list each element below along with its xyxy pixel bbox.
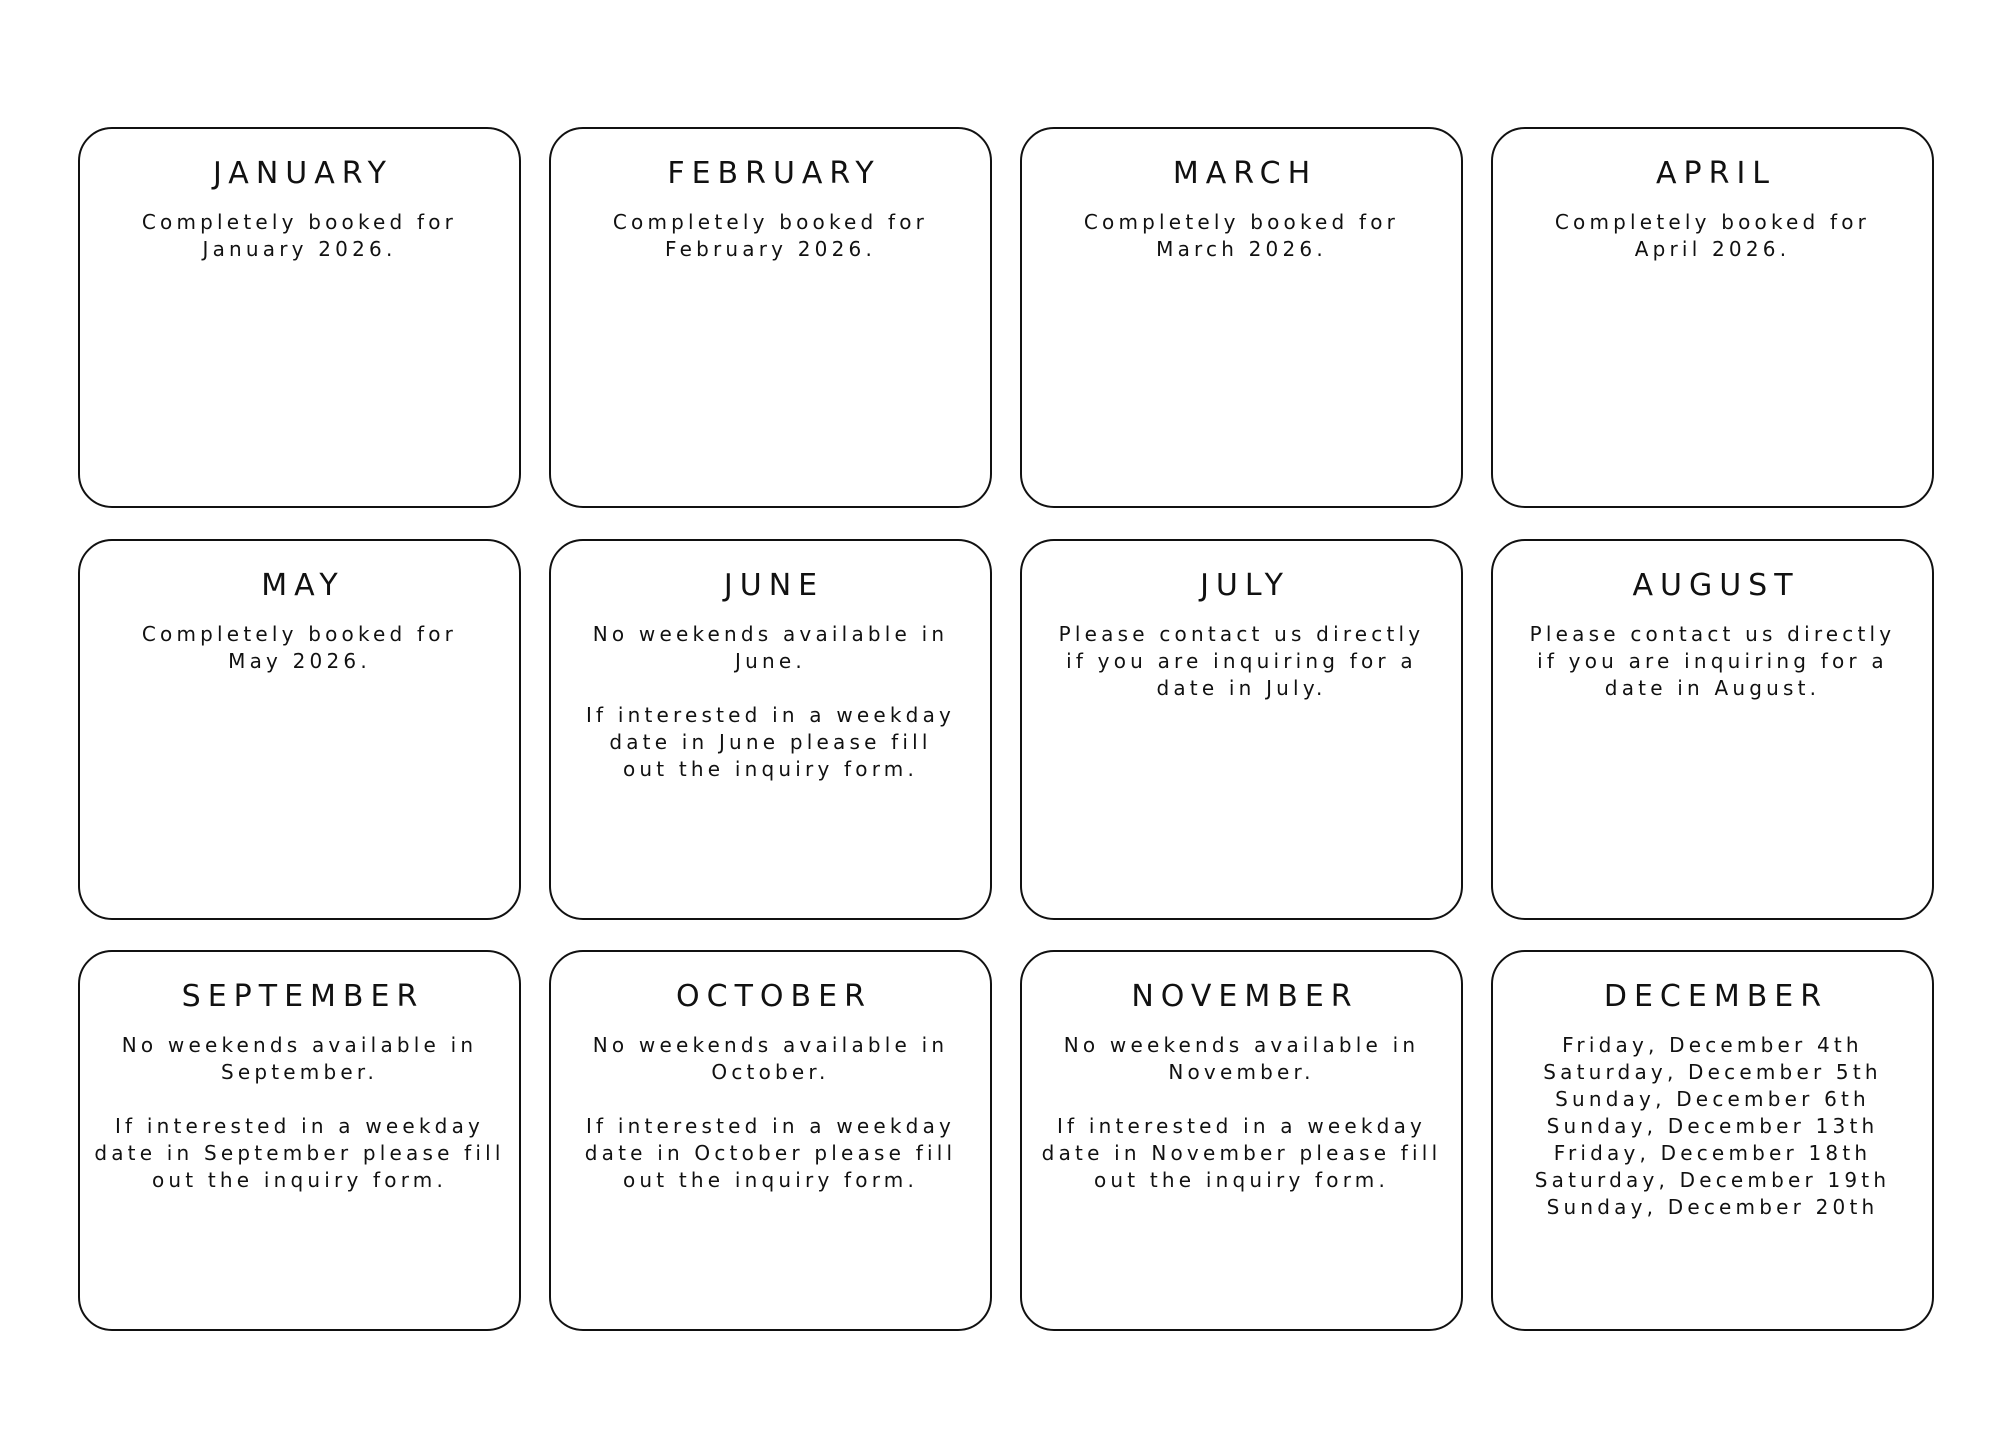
availability-line: Sunday, December 20th [1546, 1195, 1879, 1219]
paragraph-spacer [1032, 1086, 1451, 1113]
month-availability-text [1022, 1032, 1461, 1194]
month-availability-text [1493, 209, 1932, 263]
availability-line: If interested in a weekday [114, 1114, 485, 1138]
month-card-march [1020, 127, 1463, 508]
availability-line: date in September please fill [94, 1141, 505, 1165]
month-availability-text [1022, 209, 1461, 263]
availability-line: out the inquiry form. [622, 1168, 919, 1192]
month-availability-text [80, 209, 519, 263]
availability-line: if you are inquiring for a [1066, 649, 1417, 673]
availability-line: No weekends available in [1063, 1033, 1420, 1057]
availability-line: Friday, December 18th [1553, 1141, 1872, 1165]
availability-line: date in August. [1604, 676, 1821, 700]
availability-line: No weekends available in [121, 1033, 478, 1057]
availability-line: Completely booked for [1083, 210, 1400, 234]
availability-line: No weekends available in [592, 622, 949, 646]
month-title: FEBRUARY [667, 156, 881, 191]
paragraph-spacer [561, 1086, 980, 1113]
month-card-april [1491, 127, 1934, 508]
availability-line: Saturday, December 5th [1543, 1060, 1882, 1084]
availability-line: Completely booked for [141, 210, 458, 234]
month-availability-text [551, 209, 990, 263]
availability-line: March 2026. [1156, 237, 1327, 261]
availability-line: out the inquiry form. [151, 1168, 448, 1192]
availability-line: October. [711, 1060, 830, 1084]
month-availability-text [1022, 621, 1461, 702]
availability-line: June. [735, 649, 806, 673]
month-title: MAY [261, 568, 345, 603]
availability-line: November. [1168, 1060, 1315, 1084]
month-title: OCTOBER [676, 979, 872, 1014]
month-availability-text [80, 1032, 519, 1194]
availability-line: date in July. [1156, 676, 1327, 700]
availability-line: date in October please fill [584, 1141, 957, 1165]
paragraph-spacer [561, 675, 980, 702]
month-card-august [1491, 539, 1934, 920]
month-availability-text [551, 1032, 990, 1194]
month-card-september [78, 950, 521, 1331]
month-title: MARCH [1172, 156, 1318, 191]
availability-line: Completely booked for [612, 210, 929, 234]
availability-line: No weekends available in [592, 1033, 949, 1057]
month-card-june [549, 539, 992, 920]
availability-line: Sunday, December 6th [1555, 1087, 1870, 1111]
month-card-october [549, 950, 992, 1331]
month-title: DECEMBER [1603, 979, 1829, 1014]
availability-line: out the inquiry form. [1093, 1168, 1390, 1192]
month-card-december [1491, 950, 1934, 1331]
availability-line: if you are inquiring for a [1537, 649, 1888, 673]
availability-line: If interested in a weekday [1056, 1114, 1427, 1138]
availability-line: Saturday, December 19th [1534, 1168, 1891, 1192]
availability-line: Completely booked for [1554, 210, 1871, 234]
availability-line: January 2026. [202, 237, 397, 261]
availability-line: date in June please fill [609, 730, 932, 754]
availability-line: February 2026. [664, 237, 877, 261]
month-title: JANUARY [212, 156, 393, 191]
month-card-november [1020, 950, 1463, 1331]
month-card-may [78, 539, 521, 920]
month-card-february [549, 127, 992, 508]
availability-line: Please contact us directly [1058, 622, 1425, 646]
month-title: NOVEMBER [1131, 979, 1359, 1014]
month-card-july [1020, 539, 1463, 920]
month-availability-text [1493, 621, 1932, 702]
availability-line: September. [220, 1060, 379, 1084]
availability-line: Sunday, December 13th [1546, 1114, 1879, 1138]
month-title: APRIL [1655, 156, 1777, 191]
availability-line: date in November please fill [1041, 1141, 1442, 1165]
availability-line: May 2026. [228, 649, 371, 673]
availability-line: If interested in a weekday [585, 703, 956, 727]
availability-line: Completely booked for [141, 622, 458, 646]
month-card-january [78, 127, 521, 508]
availability-line: If interested in a weekday [585, 1114, 956, 1138]
availability-line: Friday, December 4th [1562, 1033, 1863, 1057]
availability-line: out the inquiry form. [622, 757, 919, 781]
month-availability-text [80, 621, 519, 675]
month-title: AUGUST [1632, 568, 1800, 603]
month-availability-text [551, 621, 990, 783]
month-title: JUNE [723, 568, 825, 603]
availability-line: April 2026. [1634, 237, 1791, 261]
month-title: JULY [1200, 568, 1290, 603]
month-availability-text [1493, 1032, 1932, 1221]
availability-line: Please contact us directly [1529, 622, 1896, 646]
paragraph-spacer [90, 1086, 509, 1113]
month-title: SEPTEMBER [181, 979, 425, 1014]
